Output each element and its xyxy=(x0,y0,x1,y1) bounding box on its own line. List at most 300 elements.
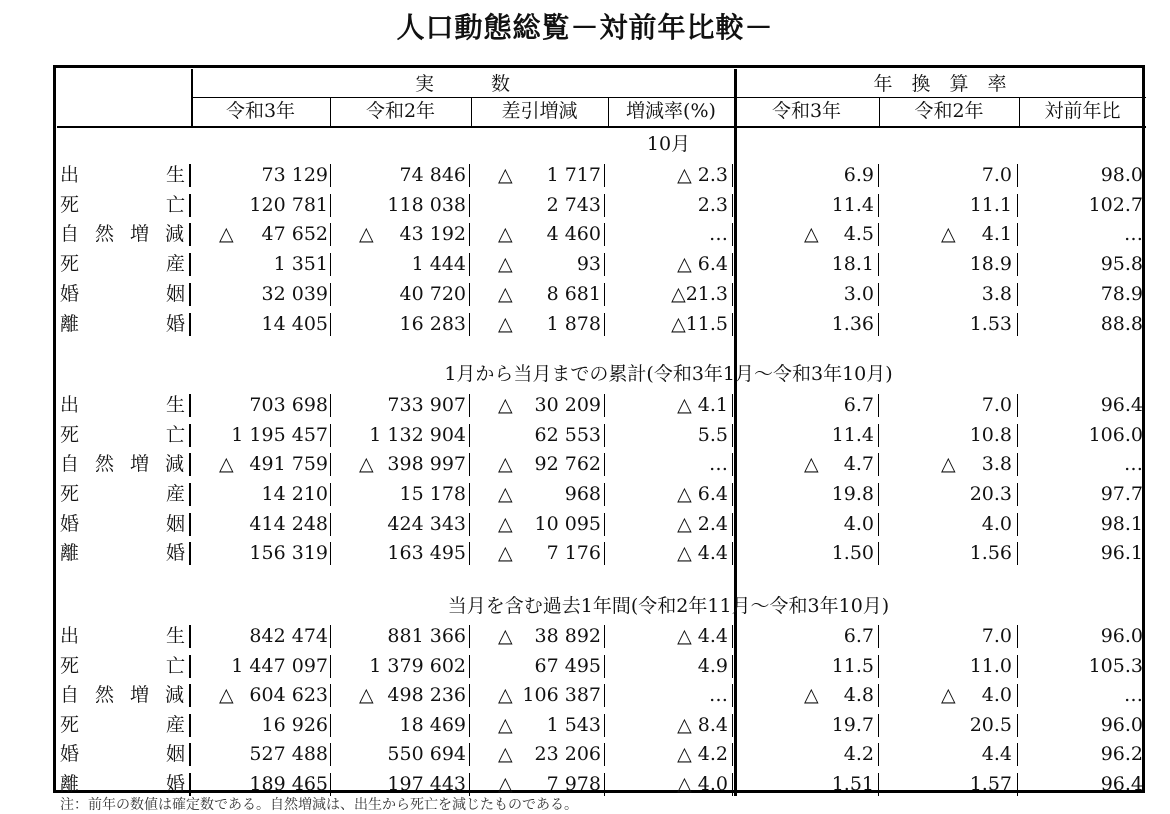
data-cell: 5.5 xyxy=(697,424,728,446)
row-divider xyxy=(732,283,733,306)
data-cell: 96.2 xyxy=(1100,743,1143,765)
row-divider xyxy=(469,424,470,447)
data-cell: 38 892 xyxy=(534,625,601,647)
data-cell: △ 2.4 xyxy=(677,513,728,535)
row-label-char: 産 xyxy=(166,253,186,275)
row-label xyxy=(60,223,188,245)
row-label-char: 自 xyxy=(60,223,80,245)
row-divider xyxy=(469,223,470,246)
row-divider xyxy=(1017,513,1018,536)
data-cell: 1 878 xyxy=(546,313,601,335)
row-label xyxy=(60,655,188,677)
data-cell: 11.0 xyxy=(969,655,1012,677)
data-cell: 14 405 xyxy=(261,313,328,335)
data-cell: 11.5 xyxy=(831,655,874,677)
row-divider xyxy=(604,223,605,246)
row-label-char: 婚 xyxy=(166,542,186,564)
triangle-mark: △ xyxy=(804,223,819,245)
row-divider xyxy=(1017,253,1018,276)
row-label-char: 減 xyxy=(165,223,185,245)
row-divider xyxy=(732,424,733,447)
data-cell: 4.0 xyxy=(981,684,1012,706)
data-cell: 4.2 xyxy=(843,743,874,765)
data-cell: 88.8 xyxy=(1100,313,1143,335)
data-cell: △ 2.3 xyxy=(677,164,728,186)
header-jissu: 実 数 xyxy=(414,73,510,95)
data-cell: 6.9 xyxy=(843,164,874,186)
data-cell: 40 720 xyxy=(399,283,466,305)
row-divider xyxy=(604,743,605,766)
triangle-mark: △ xyxy=(498,283,513,305)
header-col-0: 令和3年 xyxy=(225,100,296,122)
row-divider xyxy=(732,714,733,737)
row-label-char: 増 xyxy=(130,223,150,245)
row-divider xyxy=(1017,394,1018,417)
header-subline xyxy=(191,97,1146,98)
data-cell: △ 4.4 xyxy=(677,625,728,647)
data-cell: 96.1 xyxy=(1100,542,1143,564)
row-divider xyxy=(1017,313,1018,336)
data-cell: 7.0 xyxy=(981,625,1012,647)
data-cell: △ 6.4 xyxy=(677,253,728,275)
data-cell: 62 553 xyxy=(534,424,601,446)
row-label-char: 婚 xyxy=(60,743,80,765)
row-divider xyxy=(732,164,733,187)
row-divider xyxy=(732,253,733,276)
data-cell: 968 xyxy=(564,483,601,505)
triangle-mark: △ xyxy=(498,453,513,475)
row-label-char: 離 xyxy=(60,542,80,564)
section-title-0: 10月 xyxy=(646,133,691,155)
row-divider xyxy=(732,743,733,766)
data-cell: 703 698 xyxy=(249,394,328,416)
row-label xyxy=(60,743,188,765)
row-label xyxy=(60,714,188,736)
data-cell: 1.51 xyxy=(831,773,874,795)
row-label-char: 生 xyxy=(166,625,186,647)
row-divider xyxy=(604,655,605,678)
data-cell: 98.0 xyxy=(1100,164,1143,186)
row-label-char: 然 xyxy=(95,684,115,706)
data-cell: 4 460 xyxy=(546,223,601,245)
row-label xyxy=(60,424,188,446)
row-divider xyxy=(604,424,605,447)
row-divider xyxy=(1017,453,1018,476)
row-label xyxy=(60,313,188,335)
data-cell: 1.56 xyxy=(969,542,1012,564)
row-divider xyxy=(1017,424,1018,447)
triangle-mark: △ xyxy=(804,453,819,475)
data-cell: 18.9 xyxy=(969,253,1012,275)
section-title-2: 当月を含む過去1年間(令和2年11月～令和3年10月) xyxy=(447,595,890,617)
row-label-char: 亡 xyxy=(166,655,186,677)
data-cell: 3.8 xyxy=(981,283,1012,305)
data-cell: 3.0 xyxy=(843,283,874,305)
triangle-mark: △ xyxy=(498,513,513,535)
row-divider xyxy=(604,773,605,796)
data-cell: 32 039 xyxy=(261,283,328,305)
data-cell: 18.1 xyxy=(831,253,874,275)
data-cell: 11.4 xyxy=(831,194,874,216)
data-cell: △ 4.4 xyxy=(677,542,728,564)
data-cell: 414 248 xyxy=(249,513,328,535)
row-divider xyxy=(1017,655,1018,678)
row-divider xyxy=(1017,773,1018,796)
data-cell: 881 366 xyxy=(387,625,466,647)
data-cell: 74 846 xyxy=(399,164,466,186)
row-label xyxy=(60,483,188,505)
row-divider xyxy=(1017,283,1018,306)
data-cell: 97.7 xyxy=(1100,483,1143,505)
row-label-char: 死 xyxy=(60,194,80,216)
triangle-mark: △ xyxy=(804,684,819,706)
data-cell: 527 488 xyxy=(249,743,328,765)
row-label-char: 死 xyxy=(60,424,80,446)
triangle-mark: △ xyxy=(498,743,513,765)
row-divider xyxy=(732,394,733,417)
row-label-char: 出 xyxy=(60,164,80,186)
data-cell: 163 495 xyxy=(387,542,466,564)
row-divider xyxy=(604,394,605,417)
data-cell: 4.9 xyxy=(697,655,728,677)
data-cell: 8 681 xyxy=(546,283,601,305)
row-label-char: 婚 xyxy=(166,313,186,335)
row-label-char: 婚 xyxy=(166,773,186,795)
triangle-mark: △ xyxy=(219,453,234,475)
row-divider xyxy=(732,542,733,565)
row-divider xyxy=(732,625,733,648)
data-cell: 4.5 xyxy=(843,223,874,245)
row-divider xyxy=(732,513,733,536)
data-cell: 16 926 xyxy=(261,714,328,736)
row-label-char: 死 xyxy=(60,483,80,505)
triangle-mark: △ xyxy=(498,714,513,736)
triangle-mark: △ xyxy=(941,453,956,475)
row-divider xyxy=(604,513,605,536)
triangle-mark: △ xyxy=(498,684,513,706)
row-divider xyxy=(732,483,733,506)
data-cell: 4.8 xyxy=(843,684,874,706)
row-label-char: 姻 xyxy=(166,283,186,305)
data-cell: 1.53 xyxy=(969,313,1012,335)
row-divider xyxy=(1017,684,1018,707)
data-cell: 1 351 xyxy=(273,253,328,275)
data-cell: 842 474 xyxy=(249,625,328,647)
header-col-2: 差引増減 xyxy=(501,100,578,122)
row-label xyxy=(60,625,188,647)
data-cell: 197 443 xyxy=(387,773,466,795)
triangle-mark: △ xyxy=(498,313,513,335)
data-cell: 156 319 xyxy=(249,542,328,564)
data-cell: 7 978 xyxy=(546,773,601,795)
triangle-mark: △ xyxy=(498,394,513,416)
row-divider xyxy=(1017,743,1018,766)
data-cell: 10.8 xyxy=(969,424,1012,446)
row-divider xyxy=(469,513,470,536)
row-label-char: 亡 xyxy=(166,424,186,446)
data-cell: 4.1 xyxy=(981,223,1012,245)
row-divider xyxy=(469,253,470,276)
data-cell: 3.8 xyxy=(981,453,1012,475)
row-label-char: 姻 xyxy=(166,513,186,535)
triangle-mark: △ xyxy=(498,223,513,245)
row-divider xyxy=(1017,714,1018,737)
row-divider xyxy=(1017,483,1018,506)
data-cell: 20.5 xyxy=(969,714,1012,736)
row-label-char: 離 xyxy=(60,313,80,335)
row-divider xyxy=(1017,542,1018,565)
data-cell: 604 623 xyxy=(249,684,328,706)
row-divider xyxy=(469,313,470,336)
header-col-6: 対前年比 xyxy=(1044,100,1121,122)
row-divider xyxy=(604,684,605,707)
data-cell: 43 192 xyxy=(399,223,466,245)
data-cell: 1.57 xyxy=(969,773,1012,795)
data-cell: 7 176 xyxy=(546,542,601,564)
header-col-5: 令和2年 xyxy=(914,100,984,122)
triangle-mark: △ xyxy=(941,684,956,706)
table-note: 注：前年の数値は確定数である。自然増減は、出生から死亡を減じたものである。 xyxy=(60,797,578,813)
row-divider xyxy=(604,483,605,506)
data-cell: △21.3 xyxy=(671,283,728,305)
data-cell: 105.3 xyxy=(1088,655,1143,677)
data-cell: 1 717 xyxy=(546,164,601,186)
data-cell: 96.4 xyxy=(1100,394,1143,416)
data-cell: … xyxy=(709,223,728,245)
row-divider xyxy=(604,313,605,336)
data-cell: 4.0 xyxy=(981,513,1012,535)
row-label xyxy=(60,194,188,216)
triangle-mark: △ xyxy=(359,453,374,475)
row-label-char: 産 xyxy=(166,714,186,736)
row-divider xyxy=(469,714,470,737)
triangle-mark: △ xyxy=(498,773,513,795)
row-label-char: 姻 xyxy=(166,743,186,765)
header-nenkan: 年 換 算 率 xyxy=(873,73,1007,95)
row-label-char: 離 xyxy=(60,773,80,795)
data-cell: 23 206 xyxy=(534,743,601,765)
row-divider xyxy=(604,194,605,217)
row-divider xyxy=(604,714,605,737)
triangle-mark: △ xyxy=(359,684,374,706)
data-cell: 96.0 xyxy=(1100,625,1143,647)
row-divider xyxy=(469,394,470,417)
row-divider xyxy=(1017,164,1018,187)
row-label-char: 然 xyxy=(95,453,115,475)
row-divider xyxy=(469,655,470,678)
row-divider xyxy=(732,194,733,217)
data-cell: 1 132 904 xyxy=(369,424,466,446)
row-label-char: 死 xyxy=(60,655,80,677)
data-cell: △ 6.4 xyxy=(677,483,728,505)
data-cell: 398 997 xyxy=(387,453,466,475)
data-cell: 2 743 xyxy=(546,194,601,216)
triangle-mark: △ xyxy=(498,164,513,186)
row-divider xyxy=(732,453,733,476)
data-cell: 2.3 xyxy=(697,194,728,216)
data-cell: 733 907 xyxy=(387,394,466,416)
data-cell: 98.1 xyxy=(1100,513,1143,535)
data-cell: 1 543 xyxy=(546,714,601,736)
data-cell: … xyxy=(1124,684,1143,706)
data-cell: 491 759 xyxy=(249,453,328,475)
data-cell: 92 762 xyxy=(534,453,601,475)
data-cell: 19.7 xyxy=(831,714,874,736)
data-cell: 93 xyxy=(576,253,601,275)
data-cell: 7.0 xyxy=(981,394,1012,416)
triangle-mark: △ xyxy=(359,223,374,245)
row-divider xyxy=(1017,625,1018,648)
row-label xyxy=(60,542,188,564)
row-divider xyxy=(604,283,605,306)
data-cell: 424 343 xyxy=(387,513,466,535)
data-cell: … xyxy=(709,684,728,706)
row-label-char: 死 xyxy=(60,253,80,275)
row-label-char: 減 xyxy=(165,453,185,475)
data-cell: 1 195 457 xyxy=(231,424,328,446)
data-cell: 118 038 xyxy=(387,194,466,216)
data-cell: 1.50 xyxy=(831,542,874,564)
page-title: 人口動態総覧－対前年比較－ xyxy=(396,11,774,44)
data-cell: 6.7 xyxy=(843,394,874,416)
data-cell: △ 8.4 xyxy=(677,714,728,736)
row-divider xyxy=(469,283,470,306)
data-cell: 102.7 xyxy=(1088,194,1143,216)
row-label-char: 自 xyxy=(60,684,80,706)
row-divider xyxy=(732,223,733,246)
data-cell: 18 469 xyxy=(399,714,466,736)
row-divider xyxy=(604,542,605,565)
header-col-1: 令和2年 xyxy=(365,100,436,122)
data-cell: 550 694 xyxy=(387,743,466,765)
row-label-char: 亡 xyxy=(166,194,186,216)
triangle-mark: △ xyxy=(498,483,513,505)
row-divider xyxy=(469,773,470,796)
row-divider xyxy=(732,313,733,336)
data-cell: 67 495 xyxy=(534,655,601,677)
data-cell: 120 781 xyxy=(249,194,328,216)
data-cell: 78.9 xyxy=(1100,283,1143,305)
data-cell: 10 095 xyxy=(534,513,601,535)
data-cell: 4.4 xyxy=(981,743,1012,765)
row-label-char: 然 xyxy=(95,223,115,245)
data-cell: 498 236 xyxy=(387,684,466,706)
row-label xyxy=(60,394,188,416)
row-label xyxy=(60,684,188,706)
data-cell: 6.7 xyxy=(843,625,874,647)
data-cell: 7.0 xyxy=(981,164,1012,186)
row-divider xyxy=(732,684,733,707)
row-divider xyxy=(604,164,605,187)
row-label-char: 出 xyxy=(60,625,80,647)
triangle-mark: △ xyxy=(219,684,234,706)
triangle-mark: △ xyxy=(498,542,513,564)
data-cell: 106 387 xyxy=(522,684,601,706)
data-cell: 4.7 xyxy=(843,453,874,475)
data-cell: 96.0 xyxy=(1100,714,1143,736)
data-cell: … xyxy=(709,453,728,475)
row-label xyxy=(60,453,188,475)
triangle-mark: △ xyxy=(941,223,956,245)
data-cell: 95.8 xyxy=(1100,253,1143,275)
row-label-char: 生 xyxy=(166,394,186,416)
data-cell: 1 447 097 xyxy=(231,655,328,677)
data-cell: △11.5 xyxy=(671,313,728,335)
data-cell: … xyxy=(1124,223,1143,245)
row-label xyxy=(60,164,188,186)
row-divider xyxy=(732,655,733,678)
data-cell: … xyxy=(1124,453,1143,475)
row-divider xyxy=(1017,223,1018,246)
data-cell: 189 465 xyxy=(249,773,328,795)
data-cell: △ 4.2 xyxy=(677,743,728,765)
row-label-char: 死 xyxy=(60,714,80,736)
row-label xyxy=(60,253,188,275)
data-cell: 14 210 xyxy=(261,483,328,505)
row-divider xyxy=(469,625,470,648)
data-cell: 20.3 xyxy=(969,483,1012,505)
data-cell: 11.4 xyxy=(831,424,874,446)
data-cell: 1 379 602 xyxy=(369,655,466,677)
triangle-mark: △ xyxy=(498,253,513,275)
data-cell: 1 444 xyxy=(411,253,466,275)
row-divider xyxy=(732,773,733,796)
row-label xyxy=(60,773,188,795)
row-label-char: 減 xyxy=(165,684,185,706)
data-cell: 96.4 xyxy=(1100,773,1143,795)
triangle-mark: △ xyxy=(498,625,513,647)
row-divider xyxy=(469,542,470,565)
data-cell: 106.0 xyxy=(1088,424,1143,446)
row-divider xyxy=(469,194,470,217)
population-table xyxy=(53,65,1145,793)
data-cell: 73 129 xyxy=(261,164,328,186)
row-divider xyxy=(469,483,470,506)
row-label-char: 婚 xyxy=(60,513,80,535)
row-divider xyxy=(469,743,470,766)
header-bottom-line xyxy=(57,126,1146,128)
row-label xyxy=(60,283,188,305)
row-divider xyxy=(469,453,470,476)
row-divider xyxy=(469,164,470,187)
row-divider xyxy=(604,625,605,648)
row-label-char: 生 xyxy=(166,164,186,186)
row-label-char: 婚 xyxy=(60,283,80,305)
row-divider xyxy=(1017,194,1018,217)
row-label-char: 増 xyxy=(130,684,150,706)
data-cell: 30 209 xyxy=(534,394,601,416)
data-cell: 15 178 xyxy=(399,483,466,505)
row-divider xyxy=(604,253,605,276)
row-divider xyxy=(604,453,605,476)
data-cell: 1.36 xyxy=(831,313,874,335)
data-cell: 19.8 xyxy=(831,483,874,505)
row-label-char: 増 xyxy=(130,453,150,475)
row-label-char: 出 xyxy=(60,394,80,416)
row-label-char: 産 xyxy=(166,483,186,505)
data-cell: △ 4.0 xyxy=(677,773,728,795)
row-label xyxy=(60,513,188,535)
data-cell: 47 652 xyxy=(261,223,328,245)
section-title-1: 1月から当月までの累計(令和3年1月～令和3年10月) xyxy=(444,363,893,385)
row-divider xyxy=(469,684,470,707)
triangle-mark: △ xyxy=(219,223,234,245)
data-cell: 11.1 xyxy=(969,194,1012,216)
header-col-4: 令和3年 xyxy=(771,100,842,122)
data-cell: 16 283 xyxy=(399,313,466,335)
row-label-char: 自 xyxy=(60,453,80,475)
header-col-3: 増減率(%) xyxy=(626,100,716,122)
